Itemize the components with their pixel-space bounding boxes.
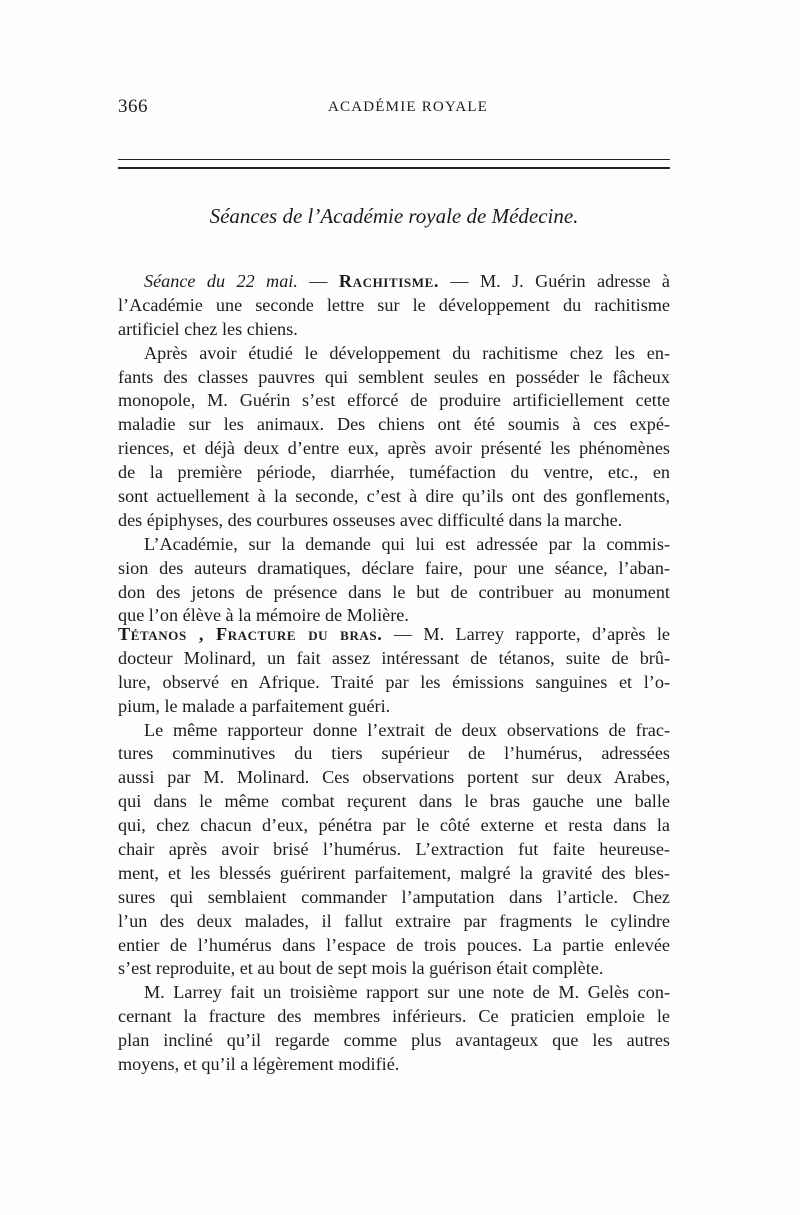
page-number: 366 xyxy=(118,96,148,117)
text-line: docteur Molinard, un fait assez intéressant de tétanos, suite de brû- xyxy=(118,647,670,668)
text-line: sures qui semblaient commander l’amputation dans l’article. Chez xyxy=(118,886,670,907)
text-line: qui dans le même combat reçurent dans le bras gauche une balle xyxy=(118,791,670,812)
text-line: fants des classes pauvres qui semblent seules en posséder le fâcheux xyxy=(118,366,670,387)
text-line: riences, et déjà deux d’entre eux, après avoir présenté les phénomènes xyxy=(118,438,670,459)
text-line: des épiphyses, des courbures osseuses avec difficulté dans la marche. xyxy=(118,509,623,530)
text-line: L’Académie, sur la demande qui lui est adressée par la commis- xyxy=(144,533,670,554)
text-line: sont actuellement à la seconde, c’est à dire qu’ils ont des gonflements, xyxy=(118,486,670,507)
text-line: M. Larrey fait un troisième rapport sur une note de M. Gelès con- xyxy=(144,982,670,1003)
text-line: de la première période, diarrhée, tuméfaction du ventre, etc., en xyxy=(118,462,670,483)
text-line: pium, le malade a parfaitement guéri. xyxy=(118,695,391,716)
text-line: entier de l’humérus dans l’espace de trois pouces. La partie enlevée xyxy=(118,934,670,955)
text-line: lure, observé en Afrique. Traité par les émissions sanguines et l’o- xyxy=(118,671,670,692)
text-line: artificiel chez les chiens. xyxy=(118,318,298,339)
text-line: que l’on élève à la mémoire de Molière. xyxy=(118,605,409,626)
text-line: ment, et les blessés guérirent parfaitement, malgré la gravité des bles- xyxy=(118,862,670,883)
running-head: ACADÉMIE ROYALE xyxy=(328,99,489,115)
text-line: cernant la fracture des membres inférieurs. Ce praticien emploie le xyxy=(118,1006,670,1027)
topic-heading: Rachitisme. xyxy=(338,271,440,291)
text-line: aussi par M. Molinard. Ces observations portent sur deux Arabes, xyxy=(118,767,670,788)
text-line: s’est reproduite, et au bout de sept mois la guérison était complète. xyxy=(118,958,604,979)
header-rule-thick xyxy=(118,167,670,169)
text-line: don des jetons de présence dans le but de contribuer au monument xyxy=(118,581,670,602)
page-header xyxy=(118,96,670,120)
text-line: maladie sur les animaux. Des chiens ont été soumis à ces expé- xyxy=(118,414,670,435)
text-line: tures comminutives du tiers supérieur de l’humérus, adressées xyxy=(118,743,670,764)
paragraph-block-rachitisme xyxy=(118,270,670,628)
text-line: plan incliné qu’il regarde comme plus avantageux que les autres xyxy=(118,1030,670,1051)
text-line: l’Académie une seconde lettre sur le développement du rachitisme xyxy=(118,294,670,315)
text-line: Séance du 22 mai. — Rachitisme. — M. J. Guérin adresse à xyxy=(144,271,670,291)
text-line: chair après avoir brisé l’humérus. L’extraction fut faite heureuse- xyxy=(118,839,670,860)
text-line: l’un des deux malades, il fallut extraire par fragments le cylindre xyxy=(118,910,670,931)
text-line: monopole, M. Guérin s’est efforcé de produire artificiellement cette xyxy=(118,390,670,411)
text-line: Le même rapporteur donne l’extrait de deux observations de frac- xyxy=(144,719,670,740)
paragraph-block-tetanos xyxy=(118,623,670,1077)
text-line: qui, chez chacun d’eux, pénétra par le côté externe et resta dans la xyxy=(118,815,670,836)
text-line: sion des auteurs dramatiques, déclare faire, pour une séance, l’aban- xyxy=(118,557,670,578)
header-rule-thin xyxy=(118,159,670,160)
text-line: Après avoir étudié le développement du rachitisme chez les en- xyxy=(144,342,670,363)
text-line: Tétanos , Fracture du bras. — M. Larrey rapporte, d’après le xyxy=(118,624,670,644)
text-line: moyens, et qu’il a légèrement modifié. xyxy=(118,1054,400,1075)
section-title: Séances de l’Académie royale de Médecine. xyxy=(209,204,579,228)
session-date: Séance du 22 mai. xyxy=(144,271,298,291)
topic-heading: Tétanos , Fracture du bras. xyxy=(118,624,383,644)
